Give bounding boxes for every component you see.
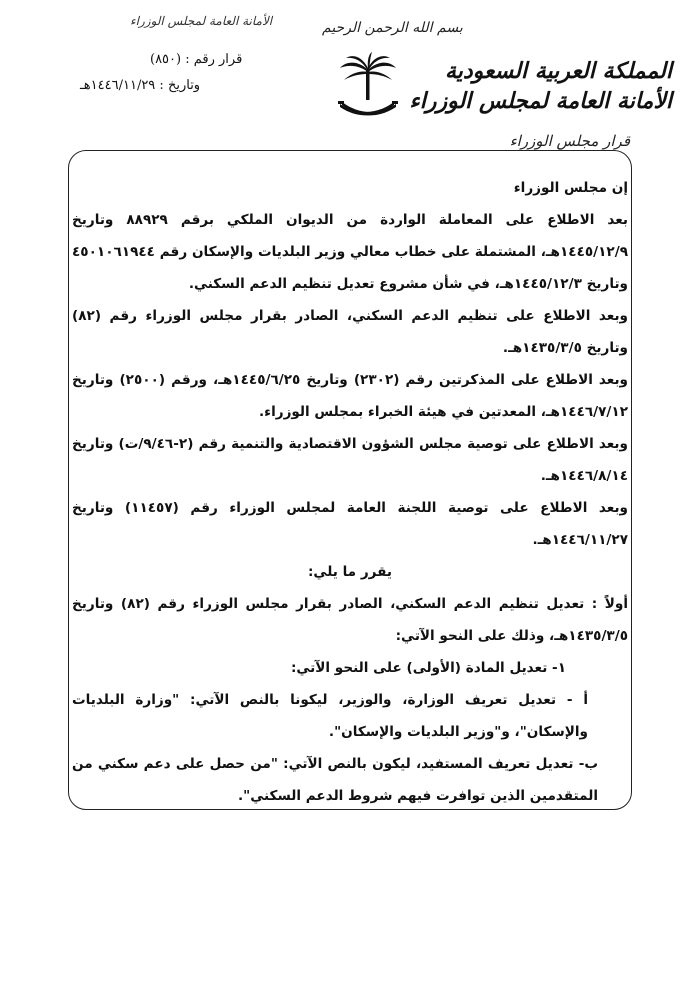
- paragraph-2: وبعد الاطلاع على تنظيم الدعم السكني، الصادر بقرار مجلس الوزراء رقم (٨٢) وتاريخ ١٤٣٥/٣/٥هـ.: [72, 308, 628, 356]
- item-b: ب- تعديل تعريف المستفيد، ليكون بالنص الآتي: "من حصل على دعم سكني من المتقدمين الذين توافرت فيهم شروط الدعم السكني".: [72, 756, 598, 804]
- palm-swords-emblem-icon: [336, 52, 400, 122]
- decision-date: وتاريخ : ١٤٤٦/١١/٢٩هـ: [80, 78, 201, 93]
- paragraph-1: بعد الاطلاع على المعاملة الواردة من الديوان الملكي برقم ٨٨٩٢٩ وتاريخ ١٤٤٥/١٢/٩هـ، المشتملة على خطاب معالي وزير البلديات والإسكان رقم ٤٥٠١٠٦١٩٤٤ وتاريخ ١٤٤٥/١٢/٣هـ، في شأن مشروع تعديل تنظيم الدعم السكني.: [72, 212, 628, 292]
- item-1: ١- تعديل المادة (الأولى) على النحو الآتي:: [290, 660, 566, 676]
- decides-heading: يقرر ما يلي:: [308, 564, 392, 580]
- paragraph-3: وبعد الاطلاع على المذكرتين رقم (٢٣٠٢) وتاريخ ١٤٤٥/٦/٢٥هـ، ورقم (٢٥٠٠) وتاريخ ١٤٤٦/٧/١٢هـ، المعدتين في هيئة الخبراء بمجلس الوزراء.: [72, 372, 628, 420]
- kingdom-title: المملكة العربية السعودية: [444, 58, 672, 84]
- basmala: بسم الله الرحمن الرحيم: [322, 20, 463, 36]
- secretariat-title: الأمانة العامة لمجلس الوزراء: [409, 88, 672, 114]
- decision-number: قرار رقم : (٨٥٠): [150, 52, 243, 67]
- top-stamp: الأمانة العامة لمجلس الوزراء: [130, 14, 273, 28]
- clause-first: أولاً : تعديل تنظيم الدعم السكني، الصادر بقرار مجلس الوزراء رقم (٨٢) وتاريخ ١٤٣٥/٣/٥هـ، وذلك على النحو الآتي:: [72, 596, 628, 644]
- paragraph-5: وبعد الاطلاع على توصية اللجنة العامة لمجلس الوزراء رقم (١١٤٥٧) وتاريخ ١٤٤٦/١١/٢٧هـ.: [72, 500, 628, 548]
- decision-body: [72, 172, 628, 812]
- paragraph-4: وبعد الاطلاع على توصية مجلس الشؤون الاقتصادية والتنمية رقم (٢-٩/٤٦/ت) وتاريخ ١٤٤٦/٨/١٤هـ.: [72, 436, 628, 484]
- item-a: أ - تعديل تعريف الوزارة، والوزير، ليكونا بالنص الآتي: "وزارة البلديات والإسكان"، و"وزير البلديات والإسكان".: [72, 692, 588, 740]
- council-decision-label: قرار مجلس الوزراء: [509, 132, 630, 150]
- intro-line: إن مجلس الوزراء: [513, 180, 628, 196]
